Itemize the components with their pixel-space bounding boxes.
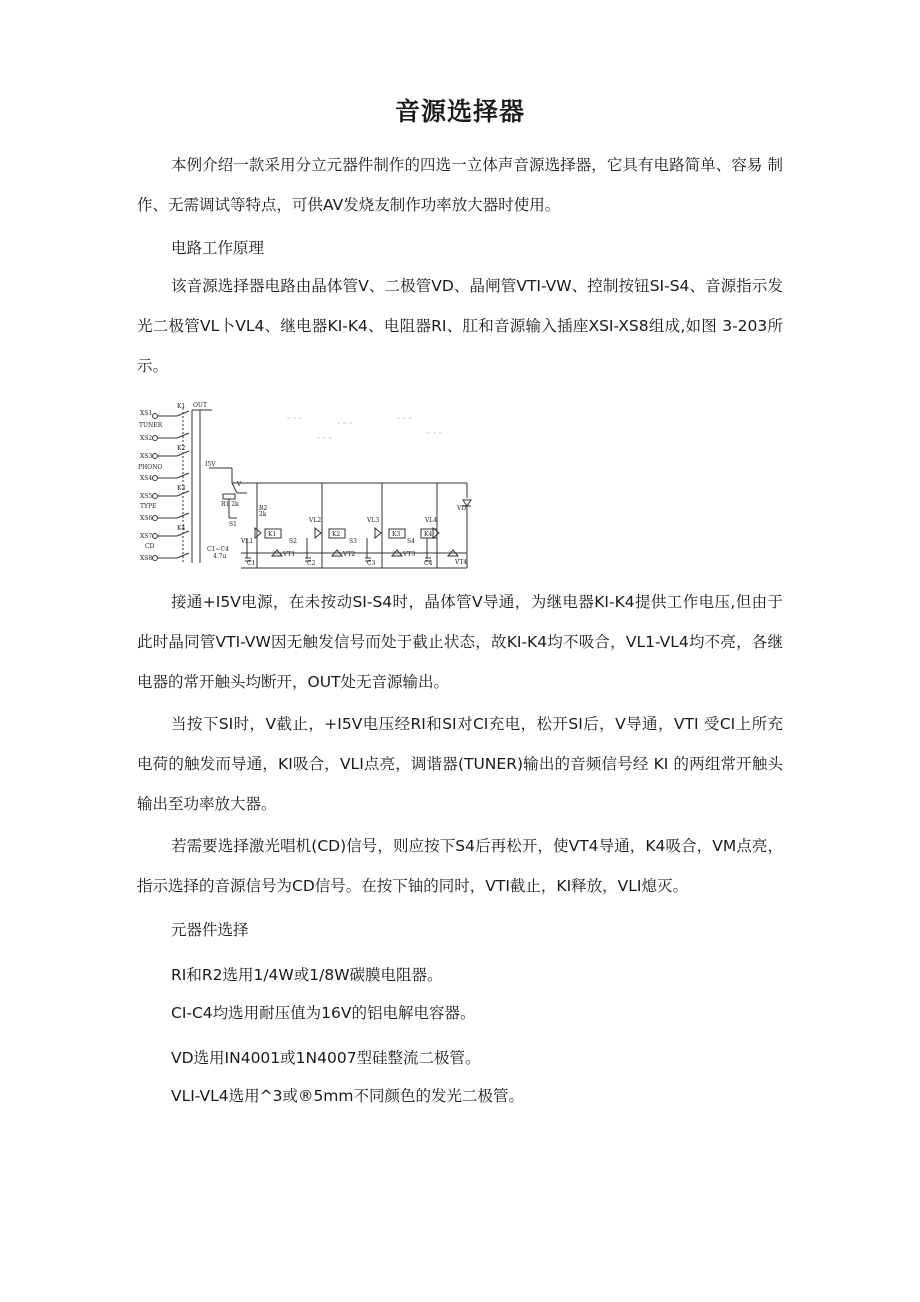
fig-label-c4: C4 [424,560,433,567]
fig-label-s2: S2 [289,538,297,545]
fig-label-k3-box: K3 [392,531,401,538]
fig-label-xs8: XS8 [140,555,153,562]
fig-label-c3: C3 [367,560,376,567]
fig-label-k1-box: K1 [268,531,277,538]
fig-label-xs7: XS7 [140,533,153,540]
fig-label-xs4: XS4 [140,475,153,482]
fig-label-k2: K2 [177,445,186,452]
fig-label-r2: R2 [259,505,268,512]
fig-label-out: OUT [193,402,207,409]
fig-label-vd: VD [457,505,467,512]
fig-label-k4-box: K4 [424,531,433,538]
fig-label-xs1: XS1 [140,410,153,417]
fig-label-vt3: VT3 [403,551,416,558]
section-heading-components: 元器件选择 [171,921,249,939]
fig-label-c-value: 4.7u [213,553,227,560]
fig-label-phono: PHONO [138,464,163,471]
fig-label-cd: CD [145,543,155,550]
fig-label-v: V [237,481,242,488]
principle-paragraph-2: 接通+I5V电源，在未按动SI-S4时，晶体管V导通，为继电器KI-K4提供工作电压,但由于此时晶同管VTI-VW因无触发信号而处于截止状态，故KI-K4均不吸合，VL1-VL4均不亮，各继电器的常开触头均断开，OUT处无音源输出。 [137,593,783,691]
circuit-diagram-figure [137,398,480,572]
fig-label-xs2: XS2 [140,435,153,442]
section-heading-principle: 电路工作原理 [171,239,265,257]
component-line-resistors: RI和R2选用1/4W或1/8W碳膜电阻器。 [171,966,443,984]
fig-label-vt1: VT1 [283,551,296,558]
fig-label-vt2: VT2 [343,551,356,558]
fig-label-c1: C1 [247,560,256,567]
fig-label-k1: K1 [177,403,186,410]
fig-label-xs6: XS6 [140,515,153,522]
fig-label-s4: S4 [407,538,415,545]
circuit-diagram [137,398,480,572]
fig-label-type: TYPE [140,503,157,510]
fig-label-xs3: XS3 [140,453,153,460]
intro-paragraph: 本例介绍一款采用分立元器件制作的四选一立体声音源选择器，它具有电路简单、容易 制作、无需调试等特点，可供AV发烧友制作功率放大器时使用。 [137,156,783,214]
principle-paragraph-3: 当按下SI时，V截止，+I5V电压经RI和SI对CI充电，松开SI后，V导通，VTI 受CI上所充电荷的触发而导通，KI吸合，VLI点亮，调谐器(TUNER)输出的音频信号经 KI 的两组常开触头输出至功率放大器。 [137,715,783,813]
fig-label-s1: S1 [229,521,237,528]
fig-label-vl1: VL1 [241,538,254,545]
fig-label-tuner: TUNER [139,422,163,429]
fig-label-c1-c4: C1~C4 [207,546,229,553]
principle-paragraph-1: 该音源选择器电路由晶体管V、二极管VD、晶闸管VTI-VW、控制按钮SI-S4、音源指示发光二极管VL卜VL4、继电器KI-K4、电阻器RI、肛和音源输入插座XSI-XS8组成,如图 3-203所示。 [137,277,783,375]
fig-label-c2: C2 [307,560,316,567]
document-title: 音源选择器 [394,97,525,126]
fig-label-vl3: VL3 [367,517,380,524]
component-line-leds: VLI-VL4选用^3或®5mm不同颜色的发光二极管。 [171,1087,525,1105]
principle-paragraph-4: 若需要选择激光唱机(CD)信号，则应按下S4后再松开，使VT4导通，K4吸合，VM点亮，指示选择的音源信号为CD信号。在按下铀的同时，VTI截止，KI释放，VLI熄灭。 [137,837,783,895]
component-line-diode: VD选用IN4001或1N4007型硅整流二极管。 [171,1049,481,1067]
fig-label-vl4: VL4 [425,517,438,524]
component-line-capacitors: CI-C4均选用耐压值为16V的铝电解电容器。 [171,1004,476,1022]
fig-label-vt4: VT4 [455,559,468,566]
fig-label-k3: K3 [177,485,186,492]
fig-label-k2-box: K2 [332,531,341,538]
fig-label-k4: K4 [177,525,186,532]
fig-label-r1: R1 2k [221,501,239,508]
fig-label-r2-value: 2k [259,511,267,518]
fig-label-vl2: VL2 [309,517,322,524]
fig-label-xs5: XS5 [140,493,153,500]
fig-label-s3: S3 [349,538,357,545]
fig-label-i5v: I5V [205,461,216,468]
